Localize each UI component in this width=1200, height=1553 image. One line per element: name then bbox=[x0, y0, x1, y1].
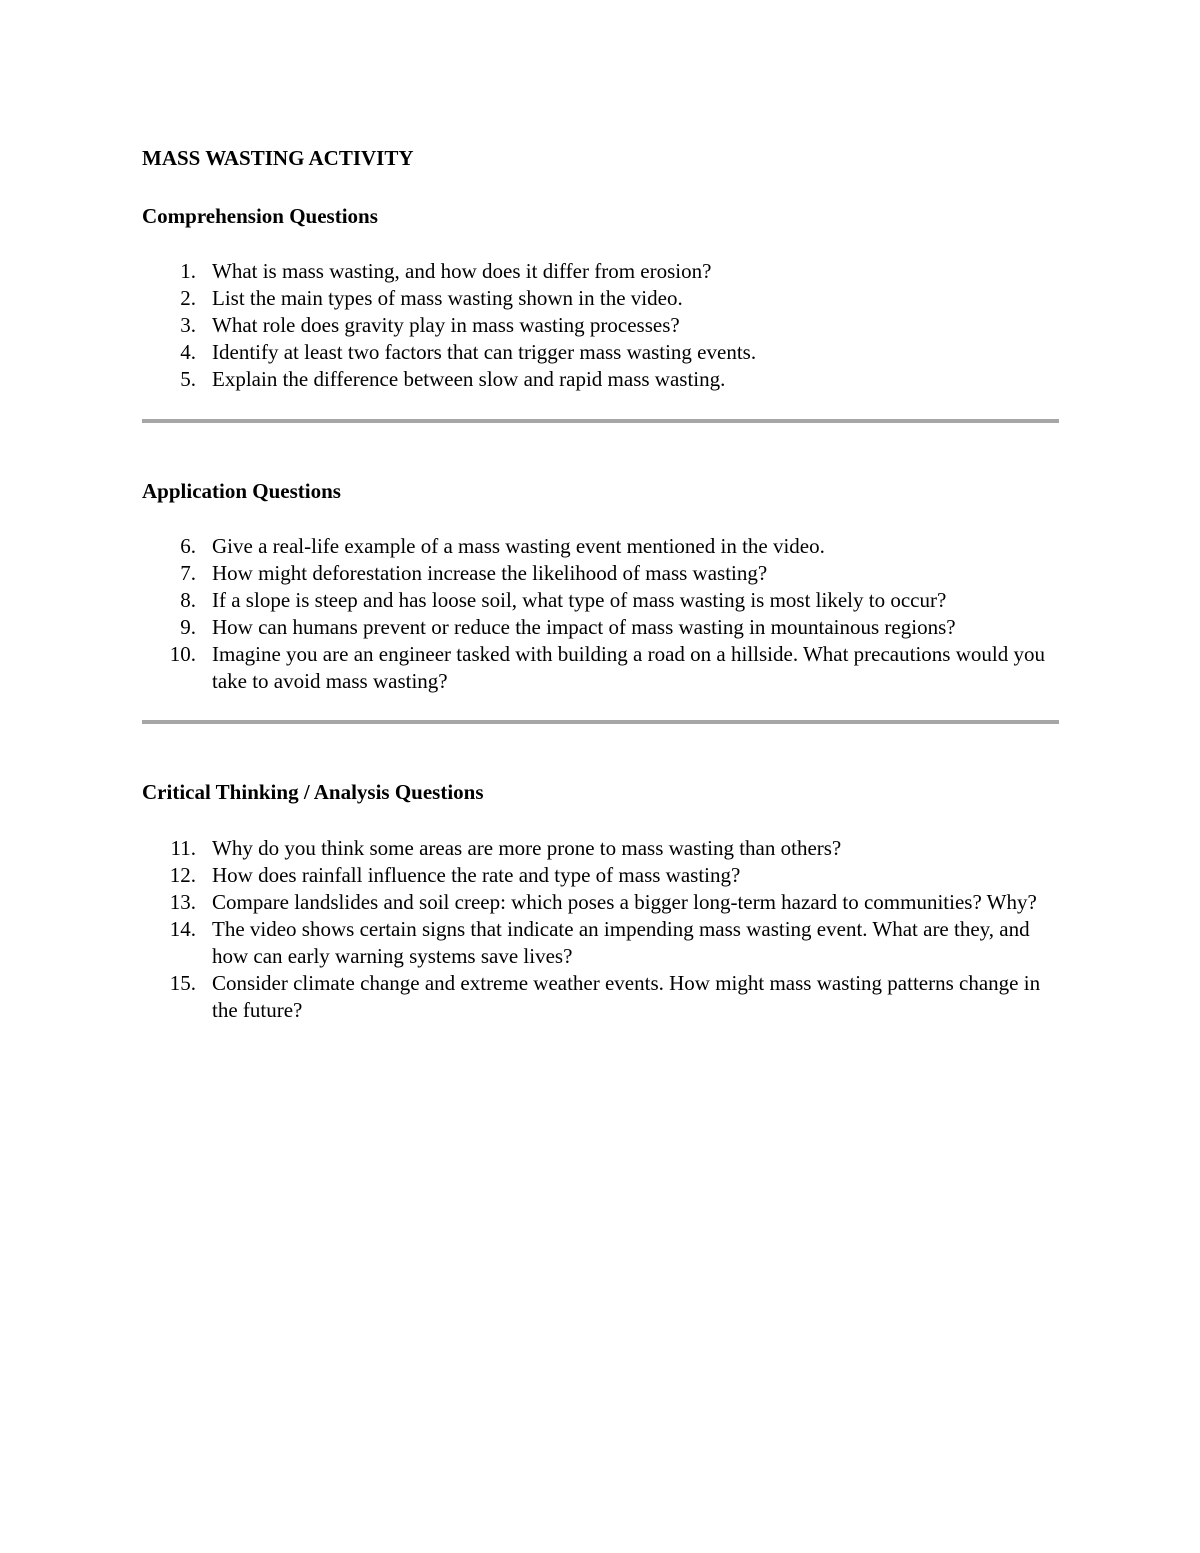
question-number: 4. bbox=[180, 340, 196, 364]
question-text: Give a real-life example of a mass wasting event mentioned in the video. bbox=[212, 534, 825, 558]
list-item bbox=[142, 916, 1062, 970]
question-text: If a slope is steep and has loose soil, what type of mass wasting is most likely to occur? bbox=[212, 588, 947, 612]
question-text: What is mass wasting, and how does it differ from erosion? bbox=[212, 259, 712, 283]
list-item bbox=[142, 285, 1062, 312]
question-text: Why do you think some areas are more prone to mass wasting than others? bbox=[212, 836, 842, 860]
question-number: 13. bbox=[169, 890, 196, 914]
question-number: 10. bbox=[169, 642, 196, 666]
critical-thinking-question-list bbox=[142, 835, 1062, 1024]
section-divider bbox=[142, 419, 1059, 423]
question-number: 7. bbox=[180, 561, 196, 585]
list-item bbox=[142, 366, 1062, 393]
list-item bbox=[142, 614, 1062, 641]
question-text: The video shows certain signs that indicate an impending mass wasting event. What are they, and how can early warning systems save lives? bbox=[212, 917, 1030, 968]
question-number: 15. bbox=[169, 971, 196, 995]
list-item bbox=[142, 889, 1062, 916]
list-item bbox=[142, 339, 1062, 366]
list-item bbox=[142, 970, 1062, 1024]
question-text: How might deforestation increase the likelihood of mass wasting? bbox=[212, 561, 768, 585]
question-number: 14. bbox=[169, 917, 196, 941]
section-heading-critical-thinking: Critical Thinking / Analysis Questions bbox=[142, 780, 484, 804]
list-item bbox=[142, 533, 1062, 560]
list-item bbox=[142, 560, 1062, 587]
question-number: 1. bbox=[180, 259, 196, 283]
question-text: What role does gravity play in mass wasting processes? bbox=[212, 313, 680, 337]
question-text: How can humans prevent or reduce the impact of mass wasting in mountainous regions? bbox=[212, 615, 956, 639]
comprehension-question-list bbox=[142, 258, 1062, 393]
list-item bbox=[142, 312, 1062, 339]
question-number: 3. bbox=[180, 313, 196, 337]
question-number: 5. bbox=[180, 367, 196, 391]
section-divider bbox=[142, 720, 1059, 724]
list-item bbox=[142, 641, 1062, 695]
question-text: List the main types of mass wasting shown in the video. bbox=[212, 286, 683, 310]
list-item bbox=[142, 862, 1062, 889]
question-number: 2. bbox=[180, 286, 196, 310]
section-heading-application: Application Questions bbox=[142, 479, 341, 503]
question-number: 8. bbox=[180, 588, 196, 612]
application-question-list bbox=[142, 533, 1062, 695]
question-number: 12. bbox=[169, 863, 196, 887]
question-text: Compare landslides and soil creep: which poses a bigger long-term hazard to communities? Why? bbox=[212, 890, 1037, 914]
list-item bbox=[142, 587, 1062, 614]
question-text: Consider climate change and extreme weather events. How might mass wasting patterns change in the future? bbox=[212, 971, 1041, 1022]
question-number: 9. bbox=[180, 615, 196, 639]
list-item bbox=[142, 835, 1062, 862]
question-text: Explain the difference between slow and rapid mass wasting. bbox=[212, 367, 726, 391]
document-title: MASS WASTING ACTIVITY bbox=[142, 146, 414, 170]
list-item bbox=[142, 258, 1062, 285]
question-number: 11. bbox=[170, 836, 196, 860]
question-text: Imagine you are an engineer tasked with building a road on a hillside. What precautions would you take to avoid mass wasting? bbox=[212, 642, 1045, 693]
question-text: Identify at least two factors that can trigger mass wasting events. bbox=[212, 340, 757, 364]
section-heading-comprehension: Comprehension Questions bbox=[142, 204, 378, 228]
question-text: How does rainfall influence the rate and type of mass wasting? bbox=[212, 863, 741, 887]
question-number: 6. bbox=[180, 534, 196, 558]
